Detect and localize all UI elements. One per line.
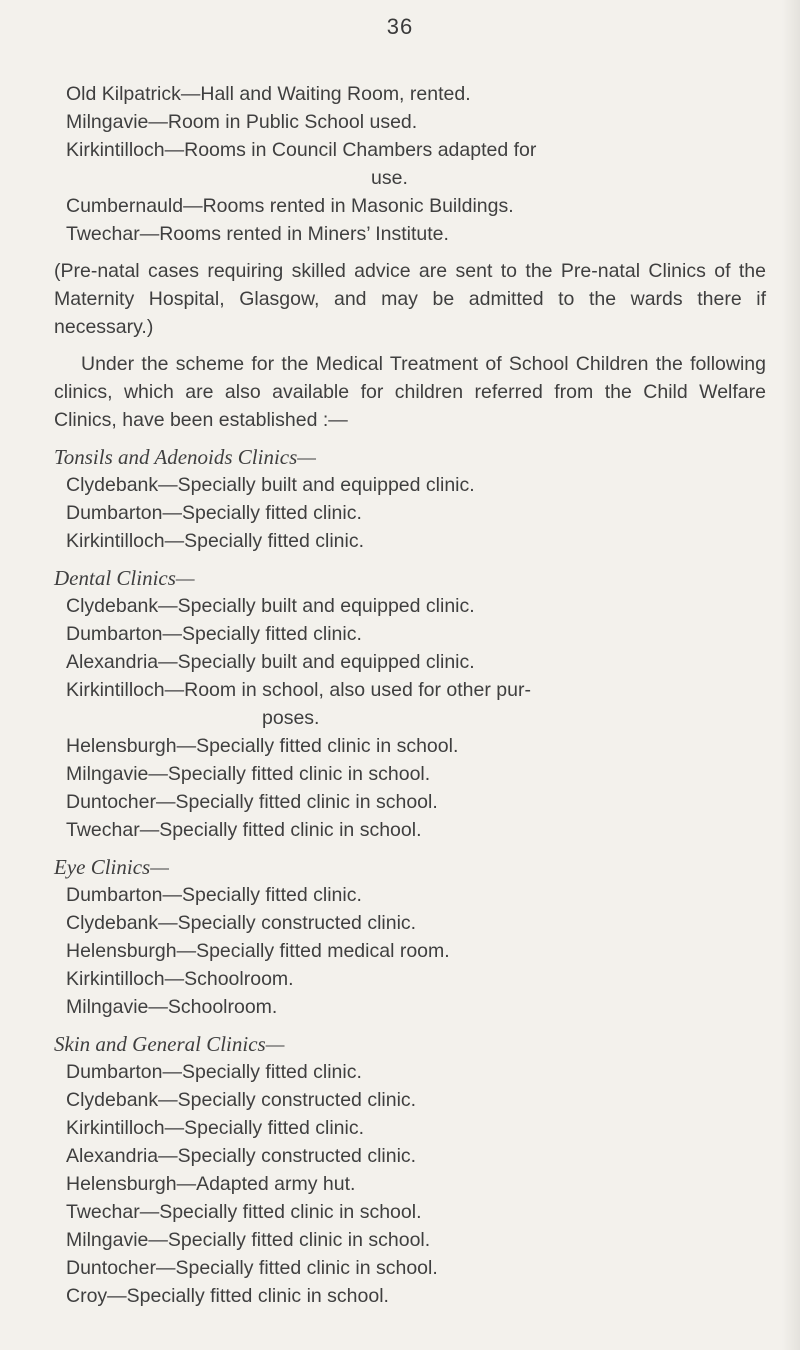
tonsils-clinic-item: Dumbarton—Specially fitted clinic. bbox=[66, 502, 362, 524]
prenatal-note: (Pre-natal cases requiring skilled advice are sent to the Pre-natal Clinics of the Maternity Hospital, Glasgow, and may be admitted to the wards there if necessary.) bbox=[54, 260, 766, 338]
premises-line-continuation: use. bbox=[371, 167, 408, 189]
eye-clinic-item: Helensburgh—Specially fitted medical room. bbox=[66, 940, 450, 962]
dental-clinic-item: Milngavie—Specially fitted clinic in school. bbox=[66, 763, 431, 785]
skin-clinic-item: Kirkintilloch—Specially fitted clinic. bbox=[66, 1117, 365, 1139]
dental-clinic-item: Helensburgh—Specially fitted clinic in school. bbox=[66, 735, 459, 757]
dental-clinic-item: Twechar—Specially fitted clinic in school. bbox=[66, 819, 422, 841]
scheme-intro: Under the scheme for the Medical Treatment of School Children the following clinics, which are also available for children referred from the Child Welfare Clinics, have been established :— bbox=[54, 353, 766, 431]
page-number: 36 bbox=[386, 14, 414, 39]
dental-clinic-item: Duntocher—Specially fitted clinic in school. bbox=[66, 791, 438, 813]
skin-clinic-item: Twechar—Specially fitted clinic in school. bbox=[66, 1201, 422, 1223]
dental-clinic-item: Kirkintilloch—Room in school, also used for other pur- bbox=[66, 679, 531, 701]
skin-clinic-item: Croy—Specially fitted clinic in school. bbox=[66, 1285, 389, 1307]
spacer bbox=[66, 341, 766, 350]
eye-clinic-item: Dumbarton—Specially fitted clinic. bbox=[66, 884, 362, 906]
skin-clinic-item: Milngavie—Specially fitted clinic in school. bbox=[66, 1229, 431, 1251]
eye-clinic-item: Kirkintilloch—Schoolroom. bbox=[66, 968, 294, 990]
eye-clinic-item: Milngavie—Schoolroom. bbox=[66, 996, 278, 1018]
premises-line: Kirkintilloch—Rooms in Council Chambers adapted for bbox=[66, 139, 537, 161]
premises-line: Cumbernauld—Rooms rented in Masonic Buildings. bbox=[66, 195, 514, 217]
dental-clinic-item: Alexandria—Specially built and equipped clinic. bbox=[66, 651, 475, 673]
premises-line: Twechar—Rooms rented in Miners’ Institute. bbox=[66, 223, 449, 245]
premises-line: Milngavie—Room in Public School used. bbox=[66, 111, 418, 133]
page-body bbox=[54, 80, 766, 1310]
skin-clinic-item: Duntocher—Specially fitted clinic in school. bbox=[66, 1257, 438, 1279]
tonsils-clinic-item: Kirkintilloch—Specially fitted clinic. bbox=[66, 530, 365, 552]
skin-heading: Skin and General Clinics— bbox=[54, 1032, 285, 1056]
skin-clinic-item: Dumbarton—Specially fitted clinic. bbox=[66, 1061, 362, 1083]
page-edge-shadow bbox=[782, 0, 800, 1350]
dental-clinic-item: Dumbarton—Specially fitted clinic. bbox=[66, 623, 362, 645]
dental-clinic-item-continuation: poses. bbox=[262, 707, 320, 729]
dental-heading: Dental Clinics— bbox=[54, 566, 195, 590]
skin-clinic-item: Helensburgh—Adapted army hut. bbox=[66, 1173, 356, 1195]
tonsils-clinic-item: Clydebank—Specially built and equipped clinic. bbox=[66, 474, 475, 496]
tonsils-heading: Tonsils and Adenoids Clinics— bbox=[54, 445, 316, 469]
eye-clinic-item: Clydebank—Specially constructed clinic. bbox=[66, 912, 417, 934]
eye-heading: Eye Clinics— bbox=[54, 855, 169, 879]
dental-clinic-item: Clydebank—Specially built and equipped clinic. bbox=[66, 595, 475, 617]
spacer bbox=[66, 248, 766, 257]
skin-clinic-item: Clydebank—Specially constructed clinic. bbox=[66, 1089, 417, 1111]
skin-clinic-item: Alexandria—Specially constructed clinic. bbox=[66, 1145, 417, 1167]
premises-line: Old Kilpatrick—Hall and Waiting Room, rented. bbox=[66, 83, 471, 105]
